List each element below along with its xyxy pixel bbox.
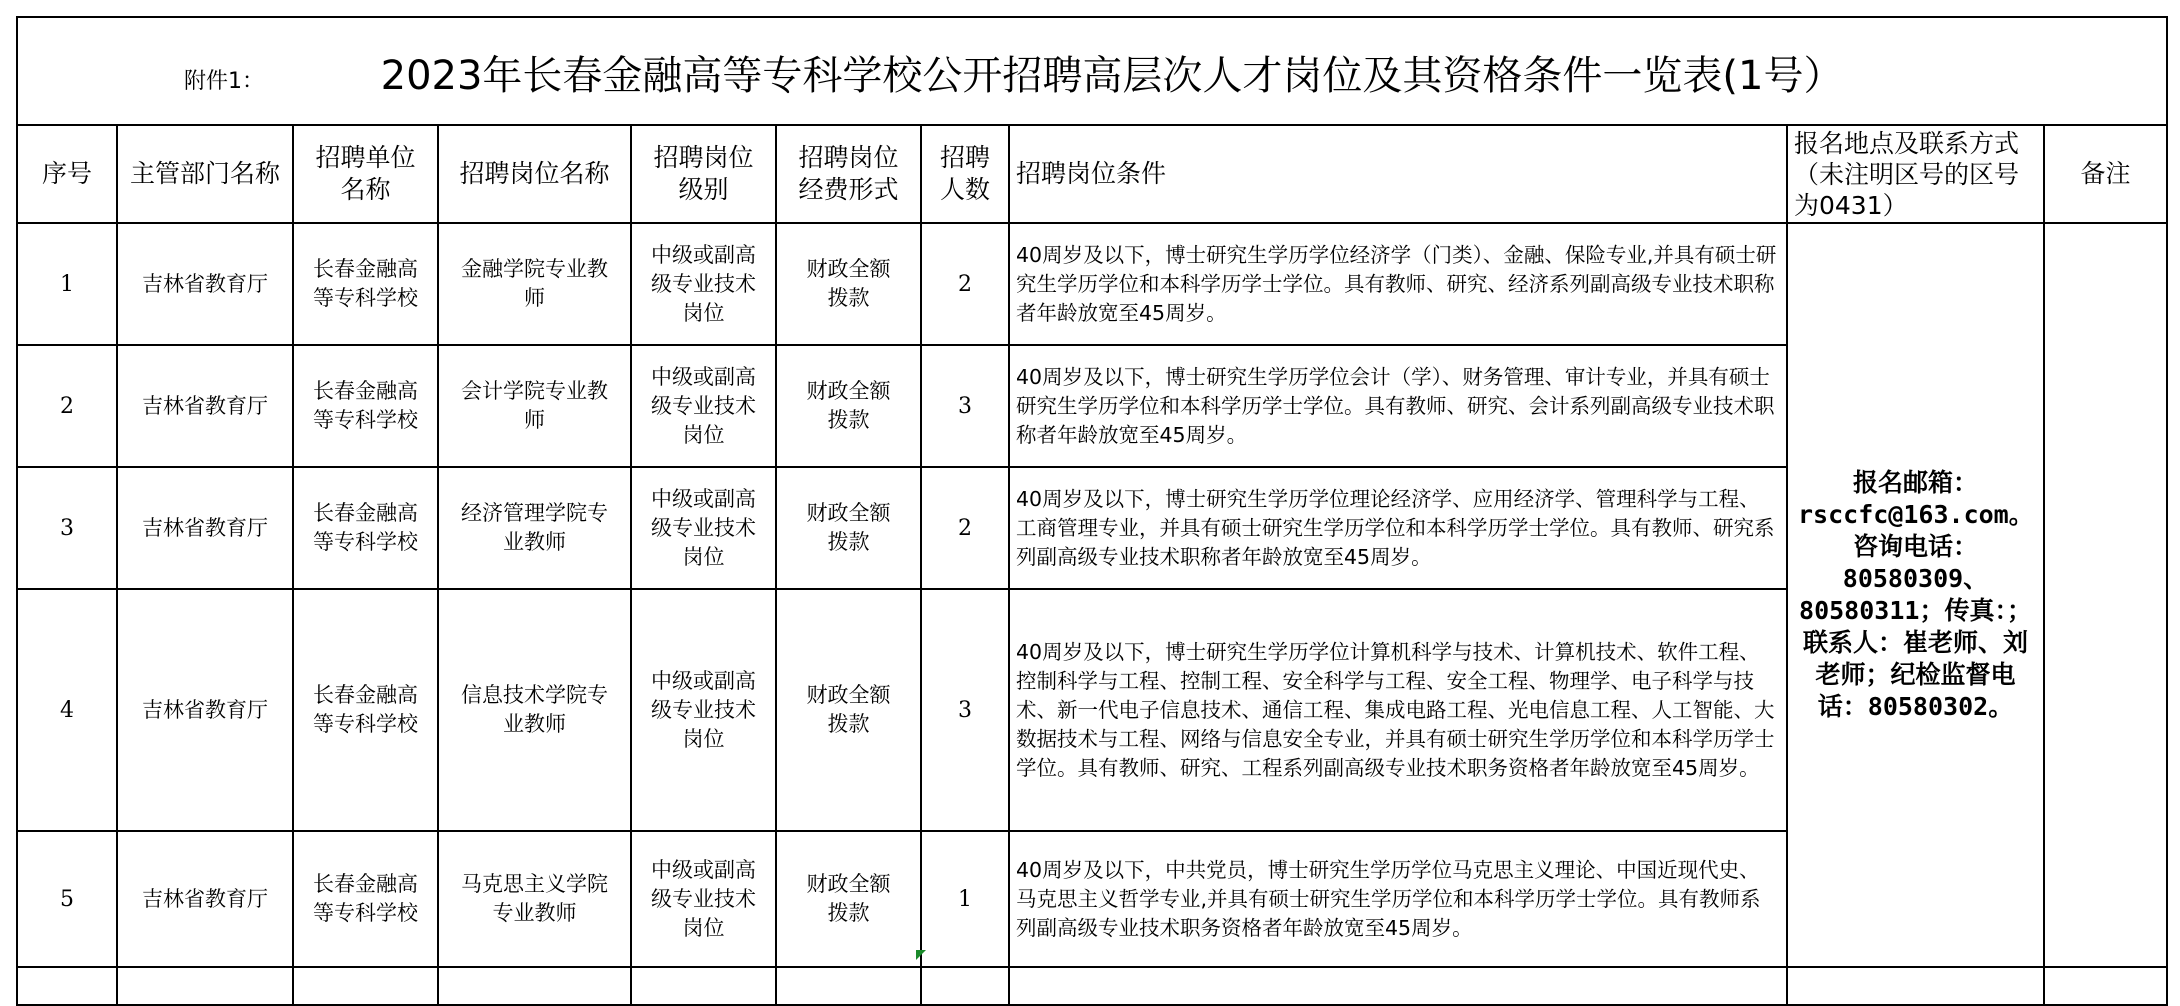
cell-position[interactable]: 经济管理学院专业教师 — [438, 467, 631, 589]
header-remarks[interactable]: 备注 — [2044, 125, 2167, 223]
cell-serial[interactable]: 2 — [17, 345, 117, 467]
cell-count[interactable]: 1 — [921, 831, 1009, 967]
cell-funding[interactable]: 财政全额拨款 — [776, 831, 921, 967]
cell-conditions[interactable]: 40周岁及以下，博士研究生学历学位会计（学）、财务管理、审计专业，并具有硕士研究生学历学位和本科学历学士学位。具有教师、研究、会计系列副高级专业技术职称者年龄放宽至45周岁。 — [1009, 345, 1787, 467]
cell-serial[interactable]: 5 — [17, 831, 117, 967]
cell-remarks[interactable] — [2044, 223, 2167, 967]
empty-cell[interactable] — [438, 967, 631, 1005]
spreadsheet-sheet — [16, 16, 2166, 986]
cell-funding[interactable]: 财政全额拨款 — [776, 467, 921, 589]
contact-info: 报名邮箱：rsccfc@163.com。咨询电话：80580309、80580311；传真：；联系人：崔老师、刘老师；纪检监督电话：80580302。 — [1798, 468, 2034, 721]
cell-contact[interactable] — [1787, 223, 2044, 967]
cell-conditions[interactable]: 40周岁及以下，中共党员，博士研究生学历学位马克思主义理论、中国近现代史、马克思主义哲学专业,并具有硕士研究生学历学位和本科学历学士学位。具有教师系列副高级专业技术职务资格者年龄放宽至45周岁。 — [1009, 831, 1787, 967]
cell-serial[interactable]: 4 — [17, 589, 117, 831]
cell-conditions[interactable]: 40周岁及以下，博士研究生学历学位理论经济学、应用经济学、管理科学与工程、工商管理专业，并具有硕士研究生学历学位和本科学历学士学位。具有教师、研究系列副高级专业技术职称者年龄放宽至45周岁。 — [1009, 467, 1787, 589]
page-title: 2023年长春金融高等专科学校公开招聘高层次人才岗位及其资格条件一览表(1号） — [380, 53, 1844, 99]
header-level[interactable]: 招聘岗位级别 — [631, 125, 776, 223]
empty-cell[interactable] — [1787, 967, 2044, 1005]
header-count[interactable]: 招聘人数 — [921, 125, 1009, 223]
cell-unit[interactable]: 长春金融高等专科学校 — [293, 223, 438, 345]
cell-comment-marker — [916, 950, 926, 960]
cell-conditions[interactable]: 40周岁及以下，博士研究生学历学位经济学（门类）、金融、保险专业,并具有硕士研究生学历学位和本科学历学士学位。具有教师、研究、经济系列副高级专业技术职称者年龄放宽至45周岁。 — [1009, 223, 1787, 345]
cell-position[interactable]: 金融学院专业教师 — [438, 223, 631, 345]
empty-cell[interactable] — [293, 967, 438, 1005]
empty-cell[interactable] — [631, 967, 776, 1005]
cell-department[interactable]: 吉林省教育厅 — [117, 831, 293, 967]
title-cell[interactable] — [17, 17, 2167, 125]
header-contact[interactable]: 报名地点及联系方式（未注明区号的区号为0431） — [1787, 125, 2044, 223]
empty-cell[interactable] — [117, 967, 293, 1005]
title-row — [17, 17, 2167, 125]
empty-row — [17, 967, 2167, 1005]
empty-cell[interactable] — [2044, 967, 2167, 1005]
header-funding[interactable]: 招聘岗位经费形式 — [776, 125, 921, 223]
cell-department[interactable]: 吉林省教育厅 — [117, 345, 293, 467]
cell-count[interactable]: 3 — [921, 345, 1009, 467]
empty-cell[interactable] — [17, 967, 117, 1005]
cell-serial[interactable]: 1 — [17, 223, 117, 345]
header-serial[interactable]: 序号 — [17, 125, 117, 223]
header-row — [17, 125, 2167, 223]
cell-position[interactable]: 信息技术学院专业教师 — [438, 589, 631, 831]
cell-level[interactable]: 中级或副高级专业技术岗位 — [631, 467, 776, 589]
header-conditions[interactable]: 招聘岗位条件 — [1009, 125, 1787, 223]
cell-level[interactable]: 中级或副高级专业技术岗位 — [631, 831, 776, 967]
recruitment-table — [16, 16, 2168, 1006]
cell-count[interactable]: 2 — [921, 467, 1009, 589]
cell-count[interactable]: 2 — [921, 223, 1009, 345]
table-row — [17, 223, 2167, 345]
empty-cell[interactable] — [1009, 967, 1787, 1005]
header-position[interactable]: 招聘岗位名称 — [438, 125, 631, 223]
header-unit[interactable]: 招聘单位名称 — [293, 125, 438, 223]
cell-funding[interactable]: 财政全额拨款 — [776, 345, 921, 467]
empty-cell[interactable] — [921, 967, 1009, 1005]
cell-count[interactable]: 3 — [921, 589, 1009, 831]
cell-unit[interactable]: 长春金融高等专科学校 — [293, 345, 438, 467]
cell-funding[interactable]: 财政全额拨款 — [776, 223, 921, 345]
cell-serial[interactable]: 3 — [17, 467, 117, 589]
cell-position[interactable]: 会计学院专业教师 — [438, 345, 631, 467]
cell-position[interactable]: 马克思主义学院专业教师 — [438, 831, 631, 967]
cell-unit[interactable]: 长春金融高等专科学校 — [293, 467, 438, 589]
cell-unit[interactable]: 长春金融高等专科学校 — [293, 831, 438, 967]
cell-level[interactable]: 中级或副高级专业技术岗位 — [631, 223, 776, 345]
header-department[interactable]: 主管部门名称 — [117, 125, 293, 223]
attachment-label: 附件1： — [184, 69, 264, 94]
cell-department[interactable]: 吉林省教育厅 — [117, 467, 293, 589]
cell-level[interactable]: 中级或副高级专业技术岗位 — [631, 345, 776, 467]
cell-level[interactable]: 中级或副高级专业技术岗位 — [631, 589, 776, 831]
cell-department[interactable]: 吉林省教育厅 — [117, 589, 293, 831]
empty-cell[interactable] — [776, 967, 921, 1005]
cell-department[interactable]: 吉林省教育厅 — [117, 223, 293, 345]
cell-conditions[interactable]: 40周岁及以下，博士研究生学历学位计算机科学与技术、计算机技术、软件工程、控制科学与工程、控制工程、安全科学与工程、安全工程、物理学、电子科学与技术、新一代电子信息技术、通信工程、集成电路工程、光电信息工程、人工智能、大数据技术与工程、网络与信息安全专业，并具有硕士研究生学历学位和本科学历学士学位。具有教师、研究、工程系列副高级专业技术职务资格者年龄放宽至45周岁。 — [1009, 589, 1787, 831]
cell-unit[interactable]: 长春金融高等专科学校 — [293, 589, 438, 831]
cell-funding[interactable]: 财政全额拨款 — [776, 589, 921, 831]
